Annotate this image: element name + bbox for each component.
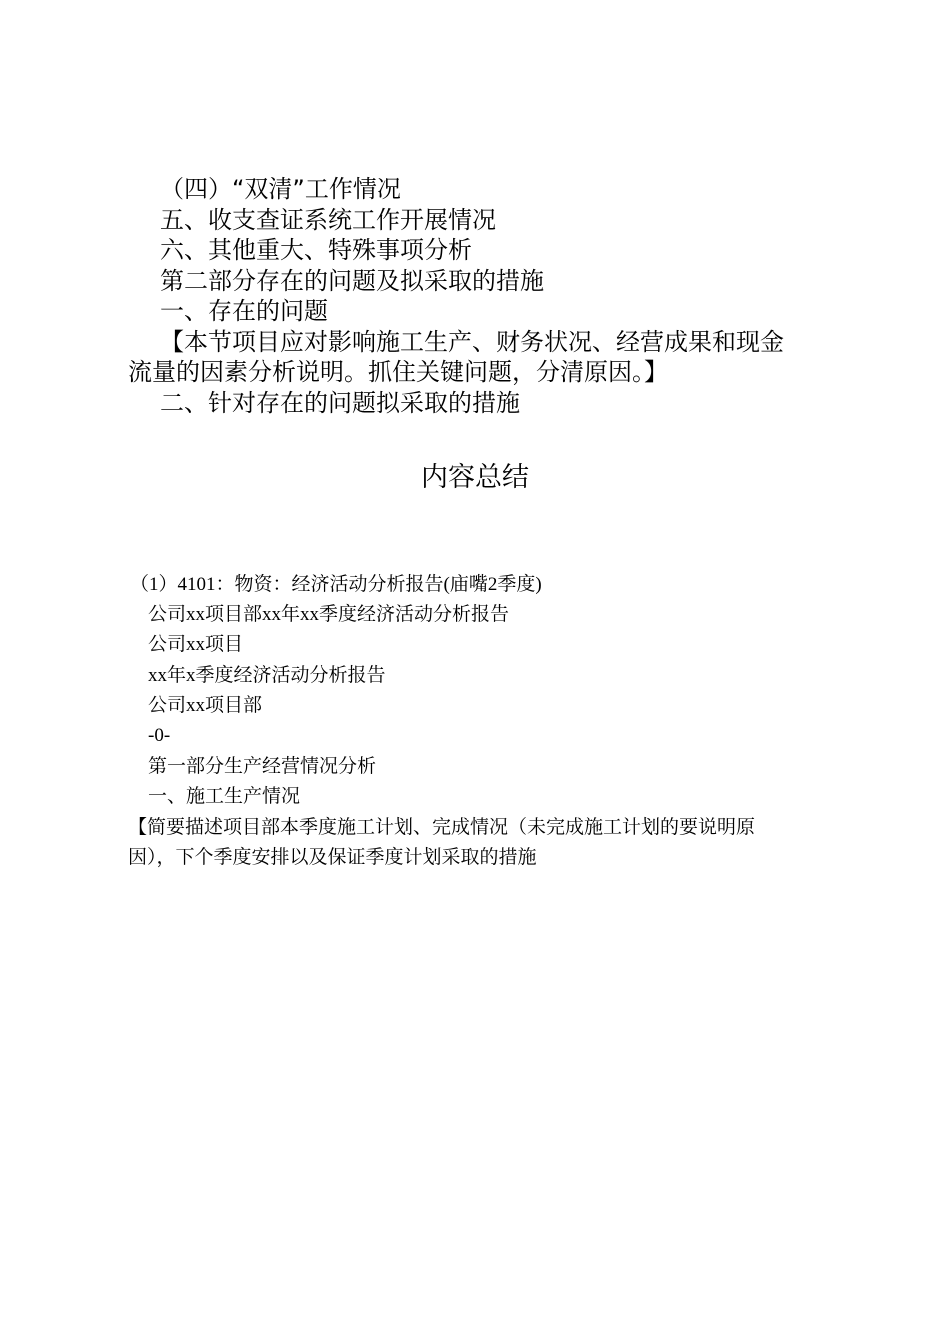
heading-shuangqing: （四）“双清”工作情况: [160, 175, 401, 203]
summary-line-source: （1）4101：物资：经济活动分析报告(庙嘴2季度): [130, 574, 542, 595]
summary-line-quarter-report: xx年x季度经济活动分析报告: [148, 665, 386, 686]
summary-line-report-title: 公司xx项目部xx年xx季度经济活动分析报告: [148, 604, 510, 625]
summary-line-company-project: 公司xx项目: [148, 634, 244, 655]
heading-section-five: 五、收支查证系统工作开展情况: [160, 206, 496, 234]
summary-line-part-one: 第一部分生产经营情况分析: [148, 756, 377, 777]
summary-paragraph-line-1: 【简要描述项目部本季度施工计划、完成情况（未完成施工计划的要说明原: [128, 817, 756, 838]
summary-title: 内容总结: [421, 462, 529, 493]
summary-line-page-number: -0-: [148, 725, 171, 746]
heading-section-six: 六、其他重大、特殊事项分析: [160, 236, 472, 264]
heading-part-two: 第二部分存在的问题及拟采取的措施: [160, 267, 544, 295]
heading-existing-problems: 一、存在的问题: [160, 297, 328, 325]
paragraph-problems-line-2: 流量的因素分析说明。抓住关键问题，分清原因。】: [128, 358, 668, 386]
paragraph-problems-line-1: 【本节项目应对影响施工生产、财务状况、经营成果和现金: [160, 328, 784, 356]
heading-measures: 二、针对存在的问题拟采取的措施: [160, 389, 520, 417]
summary-line-construction: 一、施工生产情况: [148, 786, 301, 807]
summary-line-project-dept: 公司xx项目部: [148, 695, 263, 716]
summary-paragraph-line-2: 因），下个季度安排以及保证季度计划采取的措施: [128, 847, 537, 868]
